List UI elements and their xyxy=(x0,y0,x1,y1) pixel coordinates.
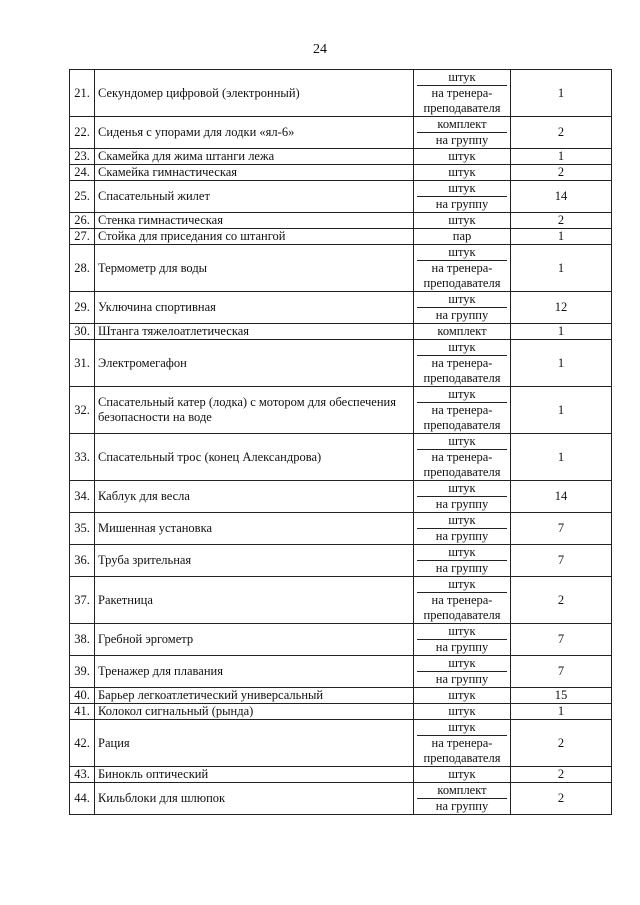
item-name: Спасательный жилет xyxy=(95,181,414,213)
item-quantity: 12 xyxy=(511,292,612,324)
unit-cell xyxy=(414,292,511,324)
unit-line: штук xyxy=(448,767,476,781)
unit-cell xyxy=(414,229,511,245)
unit-line: комплект xyxy=(437,783,487,797)
unit-cell xyxy=(414,624,511,656)
item-quantity: 2 xyxy=(511,117,612,149)
item-name: Гребной эргометр xyxy=(95,624,414,656)
unit-line: на группу xyxy=(417,496,507,512)
item-name: Стенка гимнастическая xyxy=(95,213,414,229)
item-quantity: 1 xyxy=(511,149,612,165)
unit-cell xyxy=(414,149,511,165)
item-quantity: 2 xyxy=(511,213,612,229)
unit-cell xyxy=(414,656,511,688)
table-row xyxy=(70,704,612,720)
table-row xyxy=(70,783,612,815)
table-row xyxy=(70,213,612,229)
item-quantity: 14 xyxy=(511,481,612,513)
unit-line: на группу xyxy=(417,132,507,148)
table-row xyxy=(70,165,612,181)
item-name: Труба зрительная xyxy=(95,545,414,577)
item-name: Электромегафон xyxy=(95,340,414,387)
table-row xyxy=(70,434,612,481)
item-name: Колокол сигнальный (рында) xyxy=(95,704,414,720)
unit-cell xyxy=(414,387,511,434)
unit-line: штук xyxy=(448,292,476,306)
item-quantity: 2 xyxy=(511,720,612,767)
row-number: 26. xyxy=(70,213,95,229)
unit-cell xyxy=(414,117,511,149)
unit-line: штук xyxy=(448,245,476,259)
item-quantity: 1 xyxy=(511,229,612,245)
unit-cell xyxy=(414,688,511,704)
unit-line: на тренера-преподавателя xyxy=(417,735,507,766)
item-quantity: 2 xyxy=(511,165,612,181)
item-name: Скамейка для жима штанги лежа xyxy=(95,149,414,165)
unit-line: штук xyxy=(448,70,476,84)
unit-line: штук xyxy=(448,545,476,559)
item-quantity: 1 xyxy=(511,387,612,434)
unit-cell xyxy=(414,165,511,181)
unit-cell xyxy=(414,720,511,767)
table-row xyxy=(70,70,612,117)
item-name: Уключина спортивная xyxy=(95,292,414,324)
row-number: 35. xyxy=(70,513,95,545)
unit-line: на группу xyxy=(417,798,507,814)
item-quantity: 1 xyxy=(511,324,612,340)
table-row xyxy=(70,688,612,704)
table-row xyxy=(70,149,612,165)
row-number: 34. xyxy=(70,481,95,513)
item-name: Стойка для приседания со штангой xyxy=(95,229,414,245)
item-quantity: 14 xyxy=(511,181,612,213)
item-quantity: 7 xyxy=(511,656,612,688)
row-number: 22. xyxy=(70,117,95,149)
item-quantity: 1 xyxy=(511,245,612,292)
table-row xyxy=(70,292,612,324)
row-number: 41. xyxy=(70,704,95,720)
unit-cell xyxy=(414,434,511,481)
unit-line: штук xyxy=(448,387,476,401)
item-quantity: 1 xyxy=(511,70,612,117)
unit-cell xyxy=(414,481,511,513)
unit-line: штук xyxy=(448,720,476,734)
item-name: Рация xyxy=(95,720,414,767)
unit-line: штук xyxy=(448,213,476,227)
unit-line: штук xyxy=(448,181,476,195)
table-row xyxy=(70,656,612,688)
row-number: 39. xyxy=(70,656,95,688)
item-quantity: 1 xyxy=(511,704,612,720)
unit-line: на тренера-преподавателя xyxy=(417,355,507,386)
unit-line: штук xyxy=(448,481,476,495)
item-name: Термометр для воды xyxy=(95,245,414,292)
unit-line: штук xyxy=(448,704,476,718)
unit-cell xyxy=(414,767,511,783)
unit-line: на тренера-преподавателя xyxy=(417,402,507,433)
item-name: Сиденья с упорами для лодки «ял-6» xyxy=(95,117,414,149)
row-number: 33. xyxy=(70,434,95,481)
item-name: Барьер легкоатлетический универсальный xyxy=(95,688,414,704)
row-number: 40. xyxy=(70,688,95,704)
row-number: 30. xyxy=(70,324,95,340)
table-row xyxy=(70,324,612,340)
row-number: 29. xyxy=(70,292,95,324)
unit-line: штук xyxy=(448,340,476,354)
item-name: Секундомер цифровой (электронный) xyxy=(95,70,414,117)
item-name: Спасательный катер (лодка) с мотором для обеспечения безопасности на воде xyxy=(95,387,414,434)
unit-line: на тренера-преподавателя xyxy=(417,592,507,623)
unit-line: штук xyxy=(448,624,476,638)
unit-cell xyxy=(414,70,511,117)
unit-line: штук xyxy=(448,688,476,702)
unit-cell xyxy=(414,783,511,815)
row-number: 37. xyxy=(70,577,95,624)
unit-line: на группу xyxy=(417,307,507,323)
unit-line: штук xyxy=(448,577,476,591)
item-name: Мишенная установка xyxy=(95,513,414,545)
unit-cell xyxy=(414,704,511,720)
row-number: 42. xyxy=(70,720,95,767)
page-number: 24 xyxy=(313,42,327,57)
item-name: Спасательный трос (конец Александрова) xyxy=(95,434,414,481)
equipment-table xyxy=(69,69,612,815)
unit-cell xyxy=(414,324,511,340)
item-name: Каблук для весла xyxy=(95,481,414,513)
item-quantity: 2 xyxy=(511,783,612,815)
unit-line: на группу xyxy=(417,639,507,655)
item-quantity: 1 xyxy=(511,434,612,481)
item-name: Скамейка гимнастическая xyxy=(95,165,414,181)
unit-line: на тренера-преподавателя xyxy=(417,260,507,291)
item-quantity: 7 xyxy=(511,545,612,577)
row-number: 24. xyxy=(70,165,95,181)
table-row xyxy=(70,481,612,513)
table-row xyxy=(70,545,612,577)
row-number: 25. xyxy=(70,181,95,213)
table-row xyxy=(70,387,612,434)
row-number: 44. xyxy=(70,783,95,815)
unit-cell xyxy=(414,545,511,577)
item-quantity: 15 xyxy=(511,688,612,704)
row-number: 36. xyxy=(70,545,95,577)
unit-cell xyxy=(414,181,511,213)
unit-line: штук xyxy=(448,434,476,448)
item-quantity: 7 xyxy=(511,513,612,545)
row-number: 31. xyxy=(70,340,95,387)
unit-cell xyxy=(414,213,511,229)
table-row xyxy=(70,767,612,783)
table-row xyxy=(70,181,612,213)
unit-cell xyxy=(414,340,511,387)
unit-line: штук xyxy=(448,513,476,527)
unit-line: пар xyxy=(452,229,472,243)
unit-line: на группу xyxy=(417,196,507,212)
item-quantity: 2 xyxy=(511,767,612,783)
unit-line: комплект xyxy=(437,324,487,338)
row-number: 21. xyxy=(70,70,95,117)
unit-line: на тренера-преподавателя xyxy=(417,85,507,116)
unit-line: штук xyxy=(448,165,476,179)
row-number: 28. xyxy=(70,245,95,292)
item-quantity: 2 xyxy=(511,577,612,624)
table-row xyxy=(70,245,612,292)
table-row xyxy=(70,117,612,149)
unit-cell xyxy=(414,577,511,624)
unit-line: штук xyxy=(448,656,476,670)
item-name: Ракетница xyxy=(95,577,414,624)
unit-line: комплект xyxy=(437,117,487,131)
table-row xyxy=(70,577,612,624)
row-number: 23. xyxy=(70,149,95,165)
table-row xyxy=(70,340,612,387)
unit-cell xyxy=(414,245,511,292)
table-body xyxy=(70,70,612,815)
unit-cell xyxy=(414,513,511,545)
row-number: 27. xyxy=(70,229,95,245)
item-quantity: 7 xyxy=(511,624,612,656)
table-row xyxy=(70,624,612,656)
item-name: Штанга тяжелоатлетическая xyxy=(95,324,414,340)
table-row xyxy=(70,720,612,767)
item-name: Бинокль оптический xyxy=(95,767,414,783)
unit-line: штук xyxy=(448,149,476,163)
item-name: Кильблоки для шлюпок xyxy=(95,783,414,815)
row-number: 32. xyxy=(70,387,95,434)
row-number: 43. xyxy=(70,767,95,783)
item-quantity: 1 xyxy=(511,340,612,387)
unit-line: на группу xyxy=(417,560,507,576)
row-number: 38. xyxy=(70,624,95,656)
item-name: Тренажер для плавания xyxy=(95,656,414,688)
unit-line: на тренера-преподавателя xyxy=(417,449,507,480)
unit-line: на группу xyxy=(417,671,507,687)
unit-line: на группу xyxy=(417,528,507,544)
table-row xyxy=(70,229,612,245)
table-row xyxy=(70,513,612,545)
